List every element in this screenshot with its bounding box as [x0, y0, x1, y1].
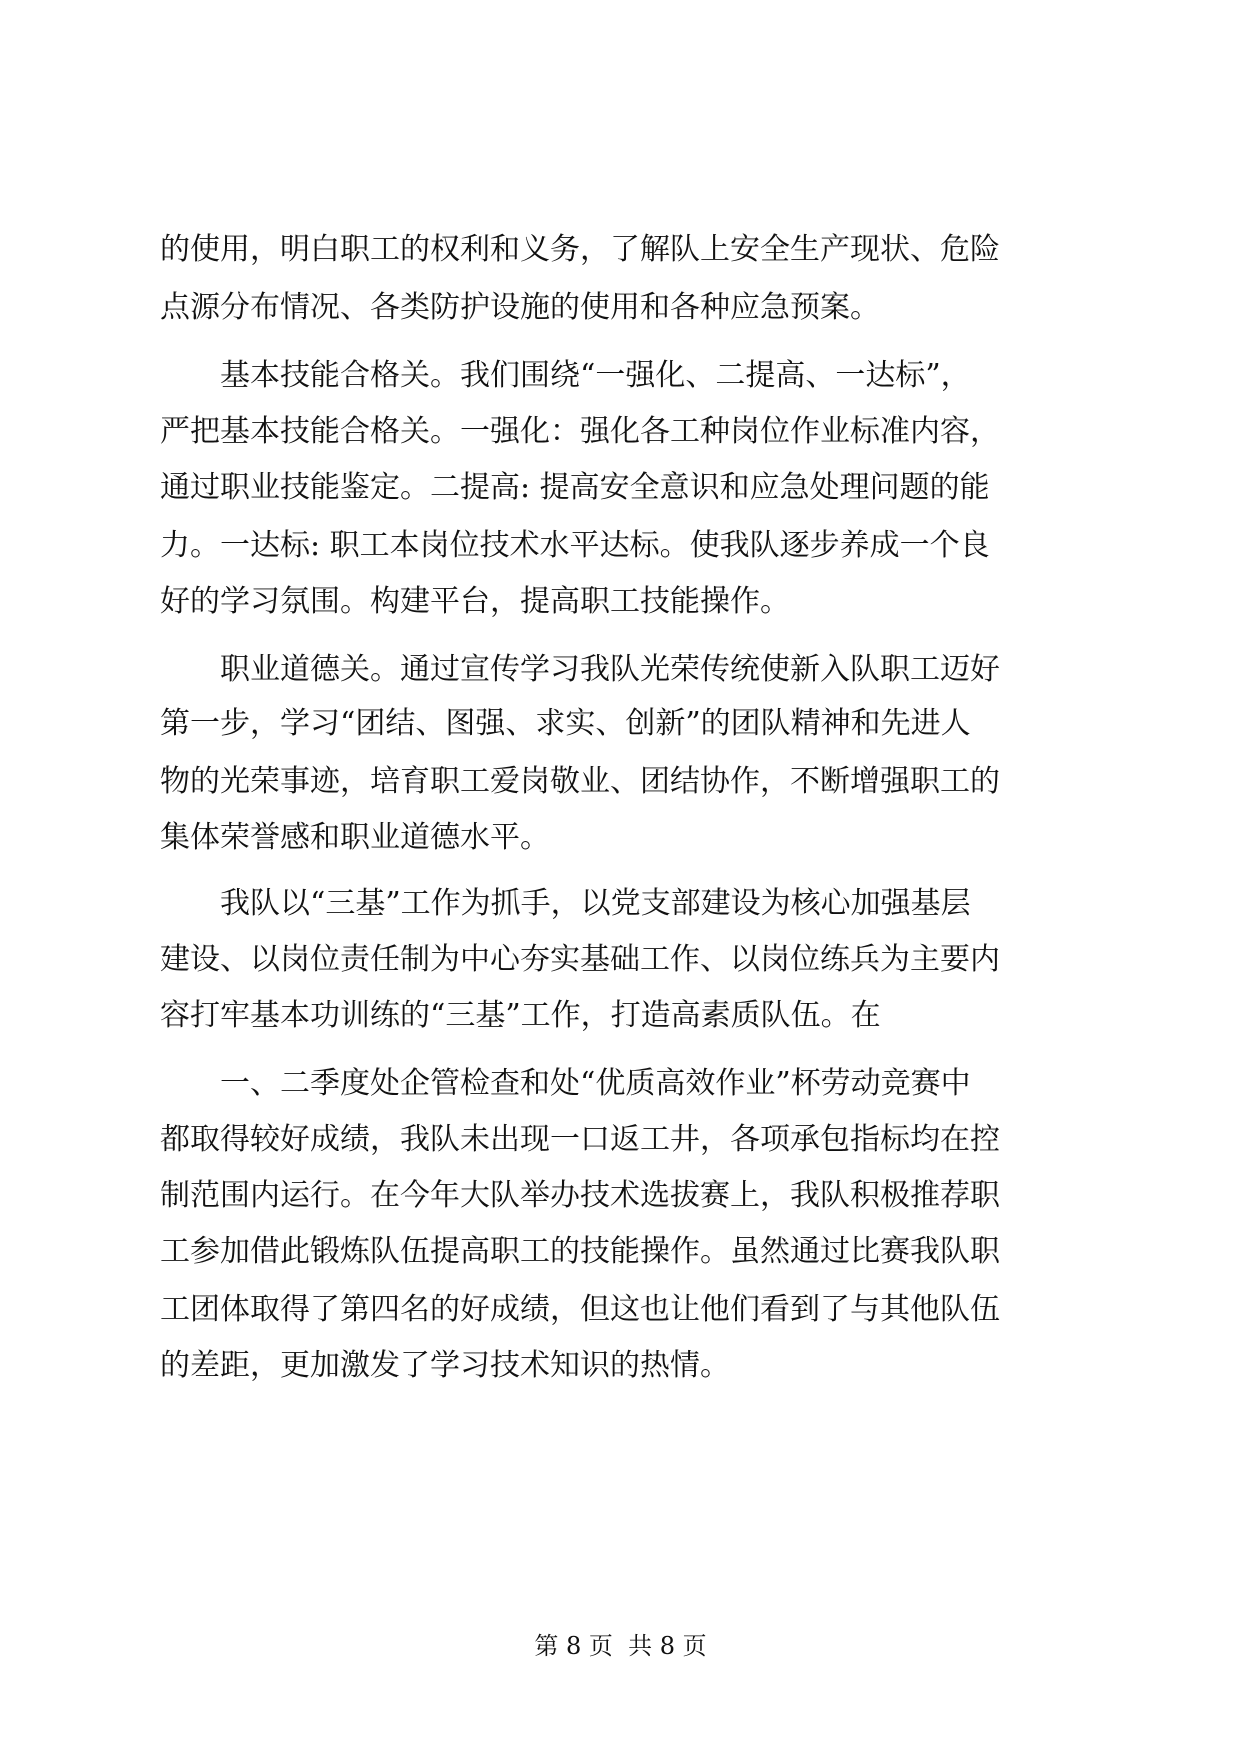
paragraph-5-line-2: 都取得较好成绩，我队未出现一口返工井，各项承包指标均在控: [160, 1122, 1000, 1157]
paragraph-3-line-1: 职业道德关。通过宣传学习我队光荣传统使新入队职工迈好: [220, 652, 1000, 687]
page-number: 第 8 页: [534, 1632, 613, 1660]
paragraph-3-line-2: 第一步，学习“团结、图强、求实、创新”的团队精神和先进人: [160, 706, 971, 741]
paragraph-4-line-3: 容打牢基本功训练的“三基”工作，打造高素质队伍。在: [160, 998, 881, 1033]
paragraph-5-line-1: 一、二季度处企管检查和处“优质高效作业”杯劳动竞赛中: [220, 1066, 971, 1101]
paragraph-2-line-3: 通过职业技能鉴定。二提高: 提高安全意识和应急处理问题的能: [160, 470, 990, 505]
paragraph-1-line-1: 的使用，明白职工的权利和义务，了解队上安全生产现状、危险: [160, 232, 1000, 267]
paragraph-5-line-4: 工参加借此锻炼队伍提高职工的技能操作。虽然通过比赛我队职: [160, 1234, 1000, 1269]
paragraph-4-line-1: 我队以“三基”工作为抓手，以党支部建设为核心加强基层: [220, 886, 971, 921]
paragraph-3-line-4: 集体荣誉感和职业道德水平。: [160, 820, 550, 855]
paragraph-5-line-3: 制范围内运行。在今年大队举办技术选拔赛上，我队积极推荐职: [160, 1178, 1000, 1213]
paragraph-5-line-6: 的差距，更加激发了学习技术知识的热情。: [160, 1348, 730, 1383]
page-total: 共 8 页: [628, 1632, 707, 1660]
paragraph-2-line-5: 好的学习氛围。构建平台，提高职工技能操作。: [160, 584, 790, 619]
paragraph-4-line-2: 建设、以岗位责任制为中心夯实基础工作、以岗位练兵为主要内: [160, 942, 1000, 977]
paragraph-2-line-2: 严把基本技能合格关。一强化：强化各工种岗位作业标准内容，: [160, 414, 1000, 449]
footer-separator: [613, 1632, 628, 1660]
paragraph-3-line-3: 物的光荣事迹，培育职工爱岗敬业、团结协作，不断增强职工的: [160, 764, 1000, 799]
paragraph-1-line-2: 点源分布情况、各类防护设施的使用和各种应急预案。: [160, 290, 880, 325]
paragraph-5-line-5: 工团体取得了第四名的好成绩，但这也让他们看到了与其他队伍: [160, 1292, 1000, 1327]
page-footer: [0, 1631, 1241, 1661]
paragraph-2-line-1: 基本技能合格关。我们围绕“一强化、二提高、一达标”，: [220, 358, 971, 393]
paragraph-2-line-4: 力。一达标: 职工本岗位技术水平达标。使我队逐步养成一个良: [160, 528, 990, 563]
